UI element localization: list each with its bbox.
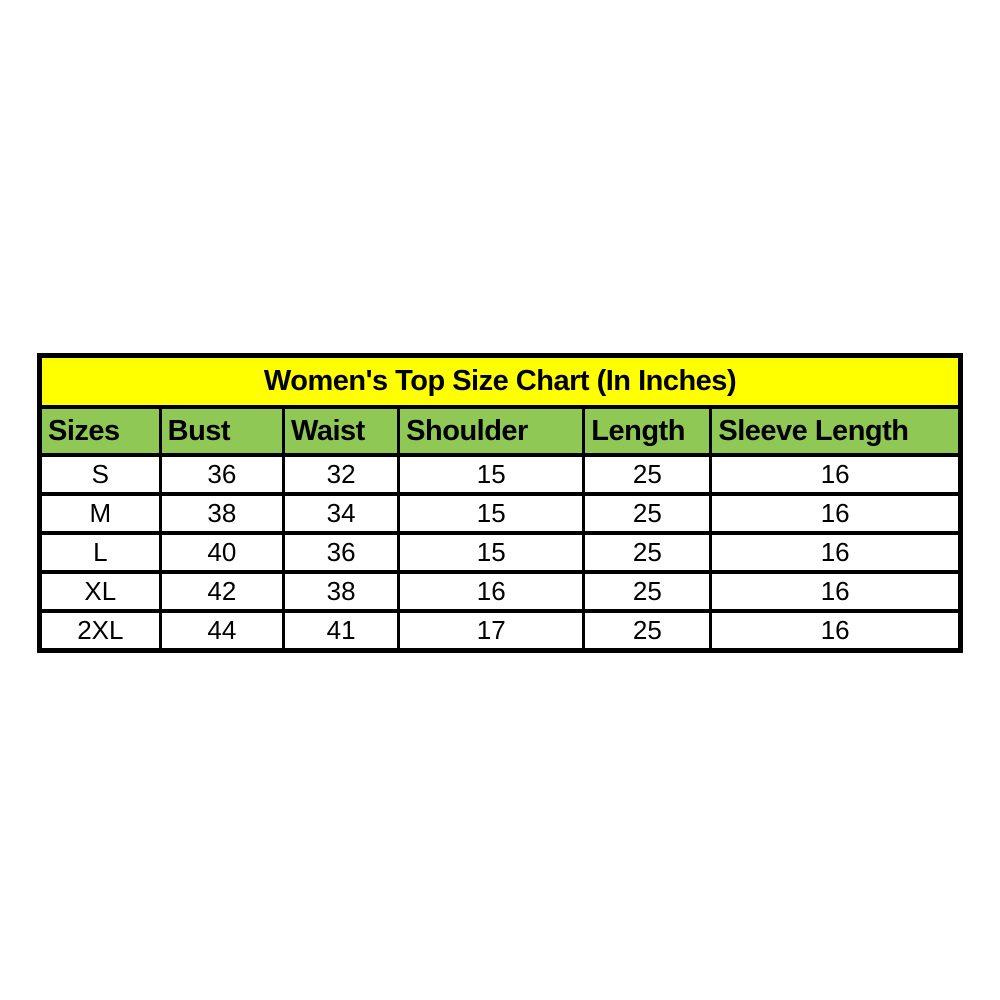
column-header-length: Length	[584, 407, 711, 455]
table-row-size-l	[40, 533, 961, 572]
measurement-value: 15	[399, 494, 584, 533]
table-row-size-xl	[40, 572, 961, 611]
measurement-value: 15	[399, 455, 584, 494]
measurement-value: 16	[711, 494, 961, 533]
measurement-value: 32	[284, 455, 399, 494]
size-label: 2XL	[40, 611, 161, 651]
measurement-value: 16	[711, 572, 961, 611]
size-chart-table	[37, 353, 963, 653]
size-label: L	[40, 533, 161, 572]
column-header-sizes: Sizes	[40, 407, 161, 455]
table-row-size-2xl	[40, 611, 961, 651]
table-title: Women's Top Size Chart (In Inches)	[40, 356, 961, 408]
table-row-size-m	[40, 494, 961, 533]
size-label: M	[40, 494, 161, 533]
title-row	[40, 356, 961, 408]
header-row	[40, 407, 961, 455]
measurement-value: 16	[711, 533, 961, 572]
column-header-shoulder: Shoulder	[399, 407, 584, 455]
size-label: XL	[40, 572, 161, 611]
measurement-value: 25	[584, 455, 711, 494]
measurement-value: 42	[160, 572, 283, 611]
measurement-value: 25	[584, 494, 711, 533]
measurement-value: 25	[584, 572, 711, 611]
measurement-value: 36	[284, 533, 399, 572]
measurement-value: 16	[711, 611, 961, 651]
column-header-sleeve-length: Sleeve Length	[711, 407, 961, 455]
measurement-value: 15	[399, 533, 584, 572]
measurement-value: 40	[160, 533, 283, 572]
table-row-size-s	[40, 455, 961, 494]
measurement-value: 38	[160, 494, 283, 533]
measurement-value: 16	[399, 572, 584, 611]
column-header-bust: Bust	[160, 407, 283, 455]
measurement-value: 25	[584, 611, 711, 651]
measurement-value: 36	[160, 455, 283, 494]
measurement-value: 17	[399, 611, 584, 651]
column-header-waist: Waist	[284, 407, 399, 455]
measurement-value: 34	[284, 494, 399, 533]
measurement-value: 38	[284, 572, 399, 611]
measurement-value: 25	[584, 533, 711, 572]
measurement-value: 41	[284, 611, 399, 651]
size-label: S	[40, 455, 161, 494]
measurement-value: 16	[711, 455, 961, 494]
measurement-value: 44	[160, 611, 283, 651]
